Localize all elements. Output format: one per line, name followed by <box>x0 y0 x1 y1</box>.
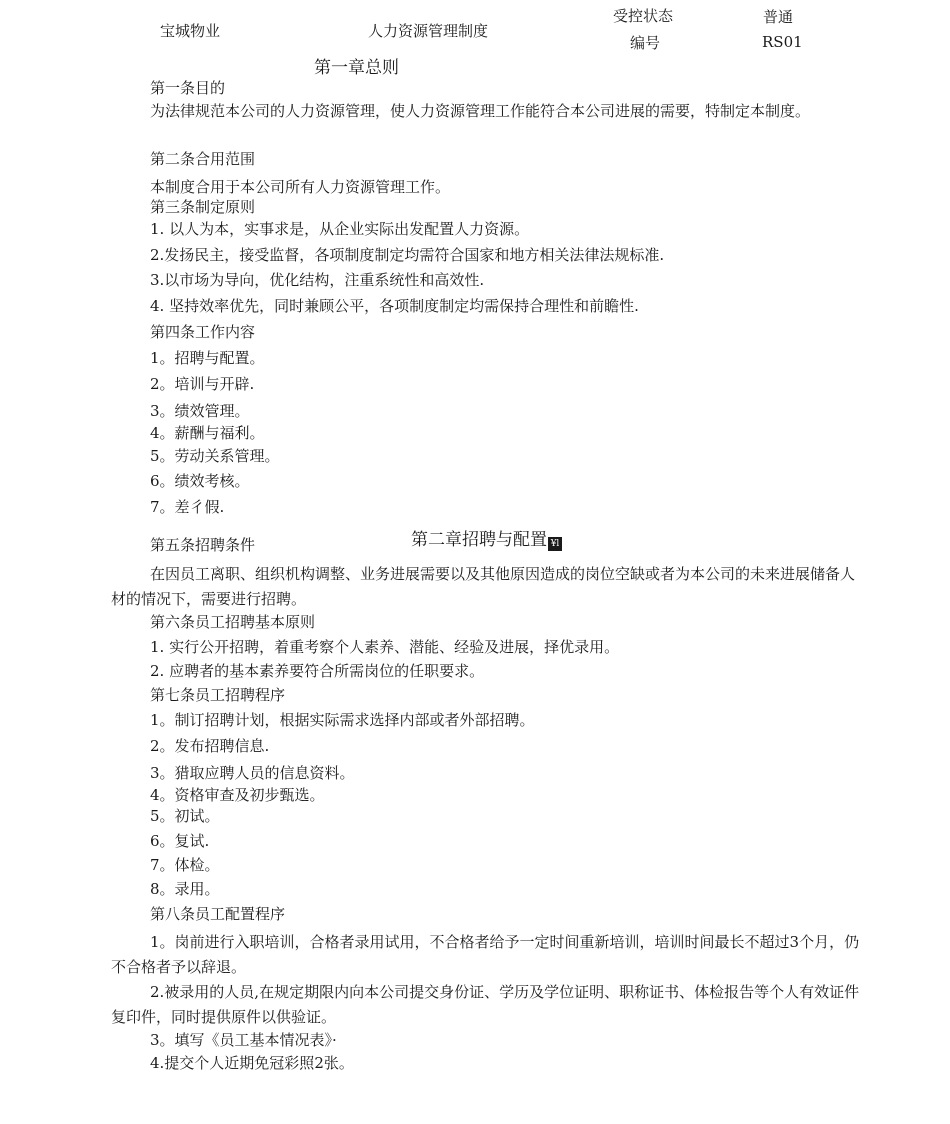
article2-title: 第二条合用范围 <box>150 150 256 168</box>
article4-item: 2。培训与开辟. <box>150 375 255 393</box>
article4-item: 4。薪酬与福利。 <box>150 424 265 442</box>
article2-text: 本制度合用于本公司所有人力资源管理工作。 <box>150 178 451 196</box>
article7-item: 8。录用。 <box>150 880 220 898</box>
article8-item: 4.提交个人近期免冠彩照2张。 <box>150 1054 354 1072</box>
article5-title: 第五条招聘条件 <box>150 536 256 554</box>
article3-item: 2.发扬民主，接受监督，各项制度制定均需符合国家和地方相关法律法规标准. <box>150 246 665 264</box>
chapter1-title: 第一章总则 <box>314 58 399 78</box>
article8-paragraph: 2.被录用的人员,在规定期限内向本公司提交身份证、学历及学位证明、职称证书、体检报告等个人有效证件复印件，同时提供原件以供验证。 <box>111 983 860 1026</box>
article4-item: 5。劳动关系管理。 <box>150 447 280 465</box>
status-label: 受控状态 <box>613 7 674 25</box>
article7-item: 3。猎取应聘人员的信息资料。 <box>150 764 355 782</box>
article4-item: 1。招聘与配置。 <box>150 349 265 367</box>
article4-item: 6。绩效考核。 <box>150 472 250 490</box>
article5-text: 在因员工离职、组织机构调整、业务进展需要以及其他原因造成的岗位空缺或者为本公司的未来进展储备人材的情况下，需要进行招聘。 <box>111 565 856 608</box>
article7-item: 4。资格审查及初步甄选。 <box>150 786 325 804</box>
article7-title: 第七条员工招聘程序 <box>150 686 286 704</box>
article3-title: 第三条制定原则 <box>150 198 256 216</box>
article6-title: 第六条员工招聘基本原则 <box>150 613 316 631</box>
chapter2-title-text: 第二章招聘与配置 <box>411 530 547 550</box>
article6-item: 2. 应聘者的基本素养要符合所需岗位的任职要求。 <box>150 662 485 680</box>
article7-item: 5。初试。 <box>150 807 220 825</box>
article6-item: 1. 实行公开招聘，着重考察个人素养、潜能、经验及进展，择优录用。 <box>150 638 620 656</box>
company-name: 宝城物业 <box>160 22 221 40</box>
article7-item: 1。制订招聘计划，根据实际需求选择内部或者外部招聘。 <box>150 711 535 729</box>
boxed-glyph: ¥l <box>548 537 562 551</box>
number-label: 编号 <box>630 34 661 52</box>
number-value: RS01 <box>762 33 803 51</box>
article3-item: 4. 坚持效率优先，同时兼顾公平，各项制度制定均需保持合理性和前瞻性. <box>150 297 639 315</box>
article3-item: 3.以市场为导向，优化结构，注重系统性和高效性. <box>150 271 485 289</box>
article7-item: 7。体检。 <box>150 856 220 874</box>
article1-text: 为法律规范本公司的人力资源管理，使人力资源管理工作能符合本公司进展的需要，特制定本制度。 <box>150 102 811 120</box>
article7-item: 2。发布招聘信息. <box>150 737 270 755</box>
article4-item: 7。差彳假. <box>150 498 225 516</box>
article7-item: 6。复试. <box>150 832 210 850</box>
article8-title: 第八条员工配置程序 <box>150 905 286 923</box>
article4-item: 3。绩效管理。 <box>150 402 250 420</box>
article4-title: 第四条工作内容 <box>150 323 256 341</box>
status-value: 普通 <box>763 8 794 26</box>
article1-title: 第一条目的 <box>150 79 226 97</box>
chapter2-title <box>411 530 562 551</box>
article8-paragraph: 1。岗前进行入职培训，合格者录用试用，不合格者给予一定时间重新培训，培训时间最长不超过3个月，仍不合格者予以辞退。 <box>111 933 860 976</box>
document-title: 人力资源管理制度 <box>368 22 489 40</box>
article8-item: 3。填写《员工基本情况表》· <box>150 1031 337 1049</box>
article3-item: 1. 以人为本，实事求是，从企业实际出发配置人力资源。 <box>150 220 530 238</box>
